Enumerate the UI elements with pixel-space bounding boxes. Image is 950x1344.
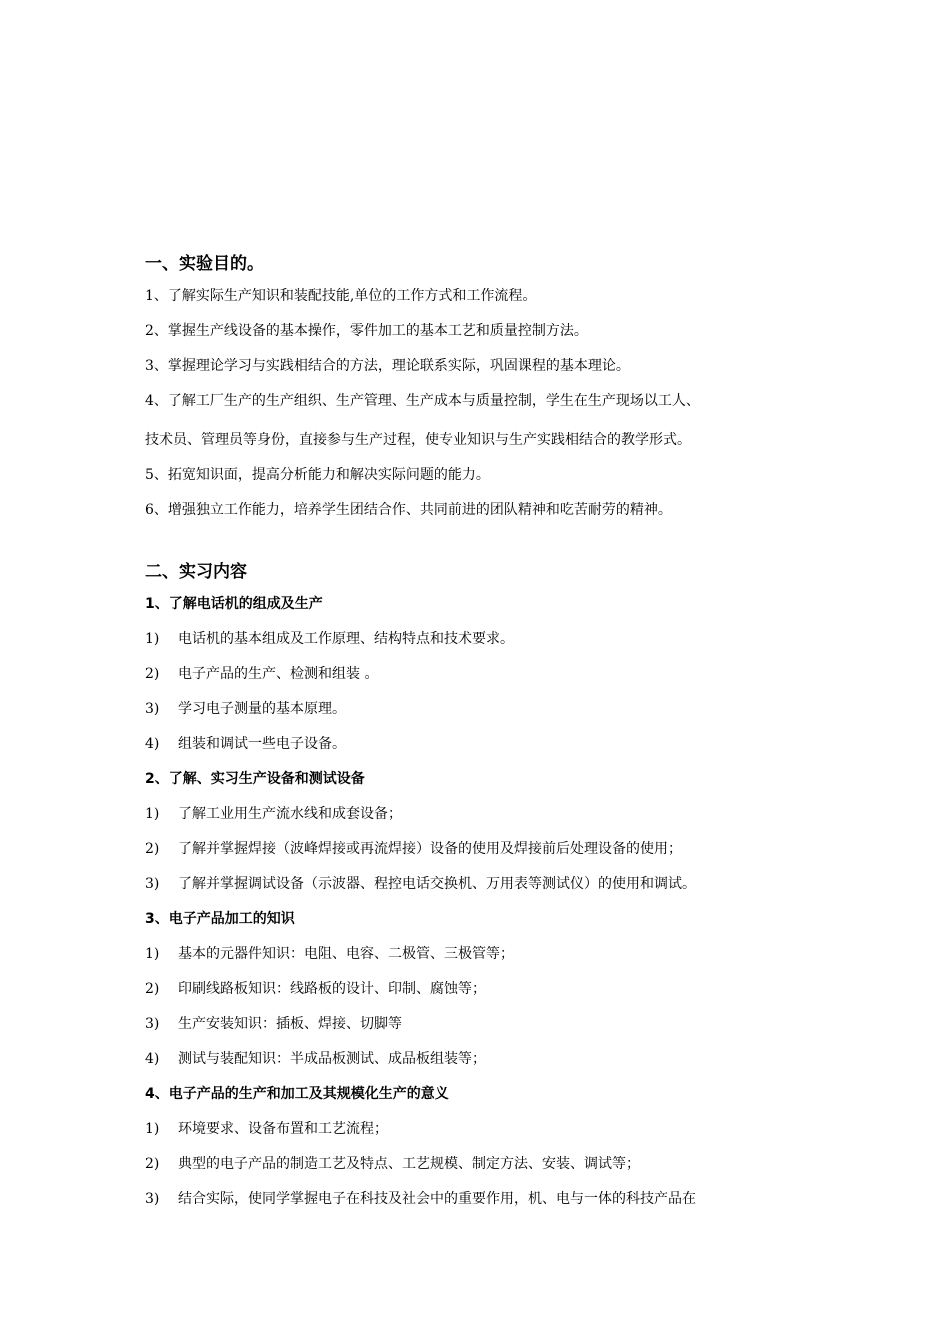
item-number: 4): [145, 736, 160, 752]
item-text: 典型的电子产品的制造工艺及特点、工艺规模、制定方法、安装、调试等；: [178, 1156, 640, 1172]
list-item: [145, 873, 825, 895]
item-number: 3): [145, 701, 160, 717]
objective-item: 1、了解实际生产知识和装配技能,单位的工作方式和工作流程。: [145, 288, 537, 304]
item-text: 电子产品的生产、检测和组装 。: [178, 666, 379, 682]
item-number: 1): [145, 631, 160, 647]
item-number: 1): [145, 946, 160, 962]
objective-item: 3、掌握理论学习与实践相结合的方法，理论联系实际，巩固课程的基本理论。: [145, 358, 630, 374]
item-text: 电话机的基本组成及工作原理、结构特点和技术要求。: [178, 631, 514, 647]
item-number: 4): [145, 1051, 160, 1067]
list-item: [145, 1048, 825, 1070]
list-item: [145, 838, 825, 860]
subsection-title: 4、电子产品的生产和加工及其规模化生产的意义: [145, 1086, 449, 1102]
list-item: [145, 1188, 825, 1210]
list-item: [145, 1013, 825, 1035]
objective-item-continued: 技术员、管理员等身份，直接参与生产过程，使专业知识与生产实践相结合的教学形式。: [145, 432, 691, 448]
document-content: [145, 252, 825, 1210]
section-heading-content: 二、实习内容: [145, 562, 247, 582]
item-text: 了解工业用生产流水线和成套设备；: [178, 806, 402, 822]
objective-item: 4、了解工厂生产的生产组织、生产管理、生产成本与质量控制，学生在生产现场以工人、: [145, 393, 700, 409]
item-text: 印刷线路板知识：线路板的设计、印制、腐蚀等；: [178, 981, 486, 997]
list-item: [145, 628, 825, 650]
item-text: 基本的元器件知识：电阻、电容、二极管、三极管等；: [178, 946, 514, 962]
list-item: [145, 733, 825, 755]
item-text: 测试与装配知识：半成品板测试、成品板组装等；: [178, 1051, 486, 1067]
item-number: 3): [145, 1016, 160, 1032]
item-number: 2): [145, 841, 160, 857]
item-number: 2): [145, 666, 160, 682]
section-heading-objectives: 一、实验目的。: [145, 254, 264, 274]
item-text: 了解并掌握调试设备（示波器、程控电话交换机、万用表等测试仪）的使用和调试。: [178, 876, 696, 892]
item-number: 3): [145, 1191, 160, 1207]
subsection-title: 2、了解、实习生产设备和测试设备: [145, 771, 365, 787]
objective-item: 6、增强独立工作能力，培养学生团结合作、共同前进的团队精神和吃苦耐劳的精神。: [145, 502, 672, 518]
item-text: 结合实际，使同学掌握电子在科技及社会中的重要作用，机、电与一体的科技产品在: [178, 1191, 696, 1207]
item-number: 1): [145, 806, 160, 822]
item-number: 2): [145, 1156, 160, 1172]
list-item: [145, 1153, 825, 1175]
list-item: [145, 1118, 825, 1140]
list-item: [145, 803, 825, 825]
subsection-title: 3、电子产品加工的知识: [145, 911, 295, 927]
item-text: 环境要求、设备布置和工艺流程；: [178, 1121, 388, 1137]
objective-item: 2、掌握生产线设备的基本操作，零件加工的基本工艺和质量控制方法。: [145, 323, 588, 339]
list-item: [145, 978, 825, 1000]
list-item: [145, 663, 825, 685]
item-text: 组装和调试一些电子设备。: [178, 736, 346, 752]
item-number: 1): [145, 1121, 160, 1137]
objective-item: 5、拓宽知识面，提高分析能力和解决实际问题的能力。: [145, 467, 490, 483]
subsection-title: 1、了解电话机的组成及生产: [145, 596, 323, 612]
item-number: 2): [145, 981, 160, 997]
item-text: 了解并掌握焊接（波峰焊接或再流焊接）设备的使用及焊接前后处理设备的使用；: [178, 841, 682, 857]
item-text: 学习电子测量的基本原理。: [178, 701, 346, 717]
list-item: [145, 943, 825, 965]
item-text: 生产安装知识：插板、焊接、切脚等: [178, 1016, 402, 1032]
item-number: 3): [145, 876, 160, 892]
list-item: [145, 698, 825, 720]
